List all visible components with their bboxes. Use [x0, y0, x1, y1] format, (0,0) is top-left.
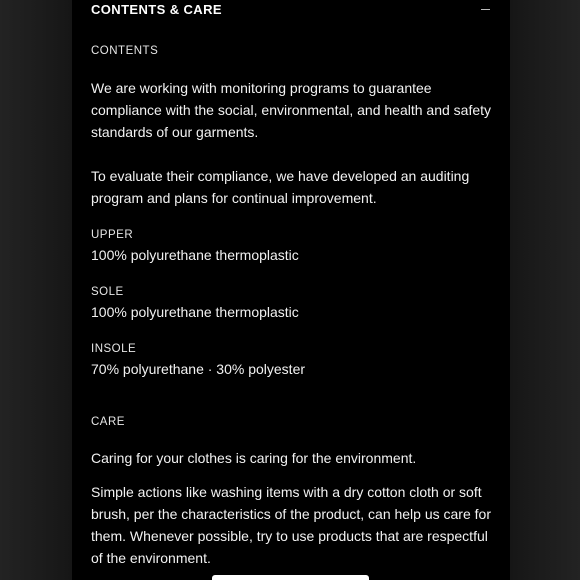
section-header[interactable] [91, 2, 491, 20]
care-paragraph-1: Caring for your clothes is caring for the environment. [91, 450, 417, 466]
material-label-upper: UPPER [91, 229, 134, 241]
material-label-sole: SOLE [91, 286, 124, 298]
contents-paragraph-1: We are working with monitoring programs to guarantee compliance with the social, environmental, and health and safety standards of our garments. [91, 80, 492, 140]
material-value-sole: 100% polyurethane thermoplastic [91, 304, 299, 320]
contents-heading: CONTENTS [91, 45, 159, 57]
minus-icon[interactable] [481, 9, 490, 10]
material-value-insole: 70% polyurethane · 30% polyester [91, 361, 306, 377]
section-title: CONTENTS & CARE [91, 2, 222, 17]
care-heading: CARE [91, 416, 125, 428]
care-paragraph-2: Simple actions like washing items with a dry cotton cloth or soft brush, per the characteristics of the product, can help us care for them. Whenever possible, try to use products that are respectful of the environment. [91, 484, 491, 566]
contents-paragraph-2: To evaluate their compliance, we have developed an auditing program and plans for continual improvement. [91, 168, 470, 206]
home-indicator[interactable] [212, 575, 369, 580]
right-backdrop [510, 0, 580, 580]
contents-care-panel [72, 0, 510, 580]
left-backdrop [0, 0, 72, 580]
material-value-upper: 100% polyurethane thermoplastic [91, 247, 299, 263]
material-label-insole: INSOLE [91, 343, 137, 355]
